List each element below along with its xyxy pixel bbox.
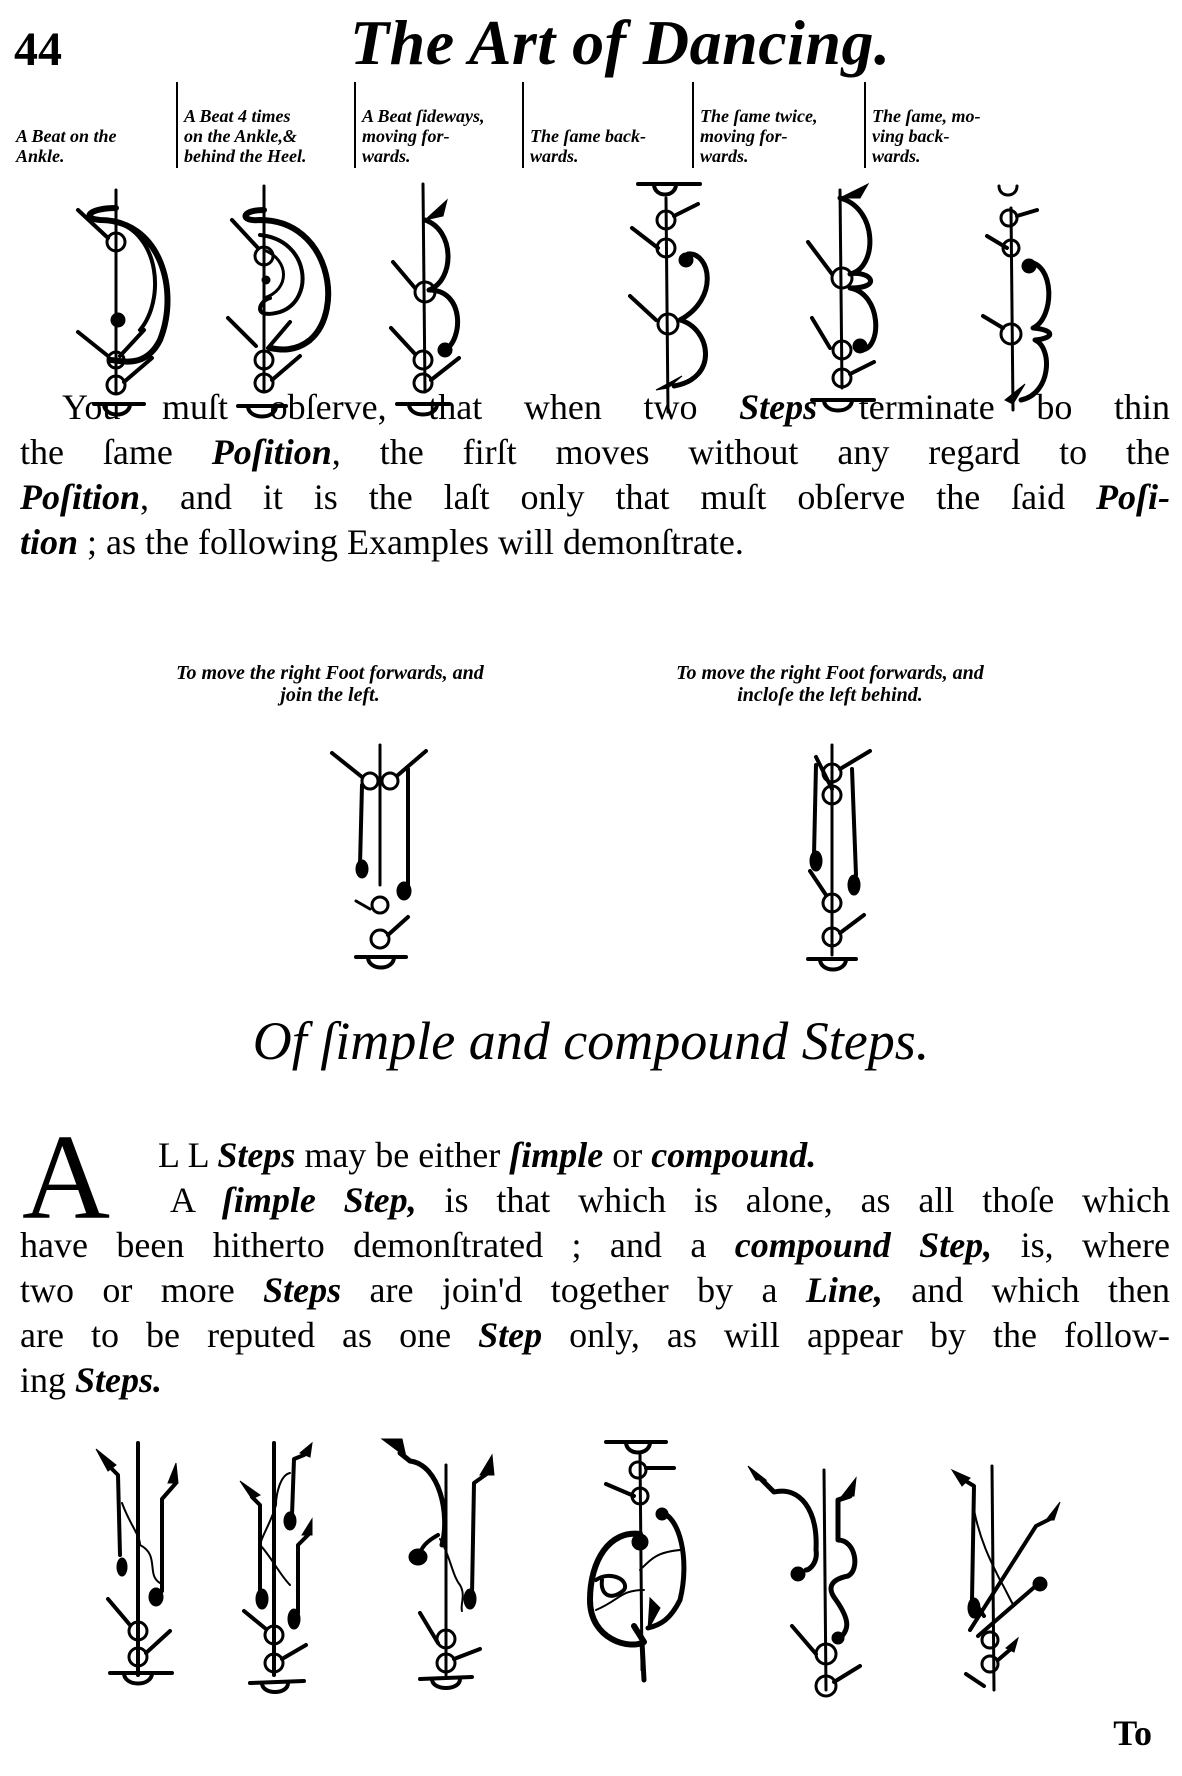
text-line xyxy=(20,1268,1170,1313)
text: and which then xyxy=(882,1270,1170,1310)
caption-line: moving for- xyxy=(700,126,788,146)
italic-term: Steps. xyxy=(75,1360,163,1400)
caption-beat-on-ankle xyxy=(10,82,178,168)
page-number: 44 xyxy=(14,23,62,76)
text: You muſt obſerve, that when two xyxy=(62,387,740,427)
text-line xyxy=(20,1223,1170,1268)
caption-same-backwards xyxy=(522,82,692,168)
italic-term: Step xyxy=(478,1315,543,1355)
step-end-dot xyxy=(111,313,125,327)
caption-line: wards. xyxy=(700,146,749,166)
text: is, where xyxy=(992,1225,1170,1265)
caption-line: wards. xyxy=(530,146,579,166)
text: A xyxy=(170,1180,222,1220)
drop-cap: A xyxy=(22,1110,111,1245)
text: are to be reputed as one xyxy=(20,1315,479,1355)
caption-line: A Beat 4 times xyxy=(184,106,291,126)
italic-term: Poſition xyxy=(20,477,141,517)
dance-notation-figure xyxy=(220,180,360,410)
caption-line: join the left. xyxy=(280,684,380,706)
text: the ſame xyxy=(20,432,212,472)
caption-same-moving-backwards xyxy=(864,82,1014,168)
catchword: To xyxy=(1113,1713,1152,1753)
section-heading: Of ſimple and compound Steps. xyxy=(252,1011,930,1071)
italic-term: Poſition xyxy=(211,432,332,472)
text: is that which is alone, as all thoſe which xyxy=(416,1180,1170,1220)
text: ing xyxy=(20,1360,76,1400)
dance-notation-figure xyxy=(965,178,1095,418)
dance-notation-figure xyxy=(240,1435,360,1695)
caption-same-twice xyxy=(692,82,864,168)
italic-term: compound. xyxy=(651,1135,817,1175)
caption-line: behind the Heel. xyxy=(184,146,307,166)
text-line xyxy=(20,1358,1170,1403)
italic-term: Steps xyxy=(263,1270,342,1310)
dance-notation-figure xyxy=(375,180,505,410)
dance-notation-figure xyxy=(300,735,430,965)
paragraph-compound-steps xyxy=(20,1133,1170,1403)
text: have been hitherto demonſtrated ; and a xyxy=(20,1225,735,1265)
dance-notation-figure xyxy=(60,180,190,410)
italic-term: Steps xyxy=(217,1135,296,1175)
text-line xyxy=(20,1133,1170,1178)
text-line xyxy=(20,520,1170,565)
italic-term: ſimple Step, xyxy=(221,1180,417,1220)
text: terminate bo thin xyxy=(817,387,1171,427)
dance-notation-figure xyxy=(80,1435,200,1695)
italic-term: Line, xyxy=(805,1270,883,1310)
text: L L xyxy=(158,1135,218,1175)
text: two or more xyxy=(20,1270,264,1310)
caption-line: on the Ankle,& xyxy=(184,126,297,146)
text: are join'd together by a xyxy=(341,1270,806,1310)
italic-term: ſimple xyxy=(509,1135,604,1175)
example-caption-inclose xyxy=(600,662,1060,706)
dance-notation-figure xyxy=(610,178,740,418)
caption-line: A Beat ſideways, xyxy=(362,106,485,126)
text-line xyxy=(20,1178,1170,1223)
text-line xyxy=(20,475,1170,520)
text: only, as will appear by the follow- xyxy=(542,1315,1170,1355)
caption-line: The ſame back- xyxy=(530,126,646,146)
dance-notation-figure xyxy=(950,1430,1090,1700)
caption-line: wards. xyxy=(872,146,921,166)
caption-line: To move the right Foot forwards, and xyxy=(176,662,484,684)
dance-notation-figure xyxy=(380,1435,510,1695)
text-line xyxy=(20,430,1170,475)
caption-line: The ſame twice, xyxy=(700,106,818,126)
italic-term: tion xyxy=(20,522,79,562)
dance-notation-figure xyxy=(590,1430,720,1690)
dance-notation-figure xyxy=(790,178,920,418)
caption-beat-sideways xyxy=(354,82,522,168)
caption-line: moving for- xyxy=(362,126,450,146)
example-caption-join xyxy=(110,662,550,706)
caption-line: A Beat on the xyxy=(16,126,117,146)
caption-line: The ſame, mo- xyxy=(872,106,981,126)
italic-term: Poſi- xyxy=(1096,477,1170,517)
caption-beat-4-times xyxy=(176,82,354,168)
text-line xyxy=(20,385,1170,430)
caption-line: incloſe the left behind. xyxy=(737,684,923,706)
text: ; as the following Examples will demonſtrate. xyxy=(78,522,744,562)
dance-notation-figure xyxy=(720,1430,870,1700)
paragraph-positions xyxy=(20,385,1170,565)
caption-line: wards. xyxy=(362,146,411,166)
caption-line: Ankle. xyxy=(16,146,65,166)
italic-term: compound Step, xyxy=(734,1225,993,1265)
text-line xyxy=(20,1313,1170,1358)
dance-notation-figure xyxy=(770,735,900,965)
text: may be either xyxy=(295,1135,510,1175)
text: , and it is the laſt only that muſt obſerve the ſaid xyxy=(140,477,1097,517)
italic-term: Steps xyxy=(739,387,818,427)
text: or xyxy=(603,1135,652,1175)
running-title: The Art of Dancing. xyxy=(350,7,891,78)
caption-line: ving back- xyxy=(872,126,950,146)
figure-captions-row xyxy=(10,82,1175,170)
text: , the firſt moves without any regard to the xyxy=(331,432,1170,472)
caption-line: To move the right Foot forwards, and xyxy=(676,662,984,684)
